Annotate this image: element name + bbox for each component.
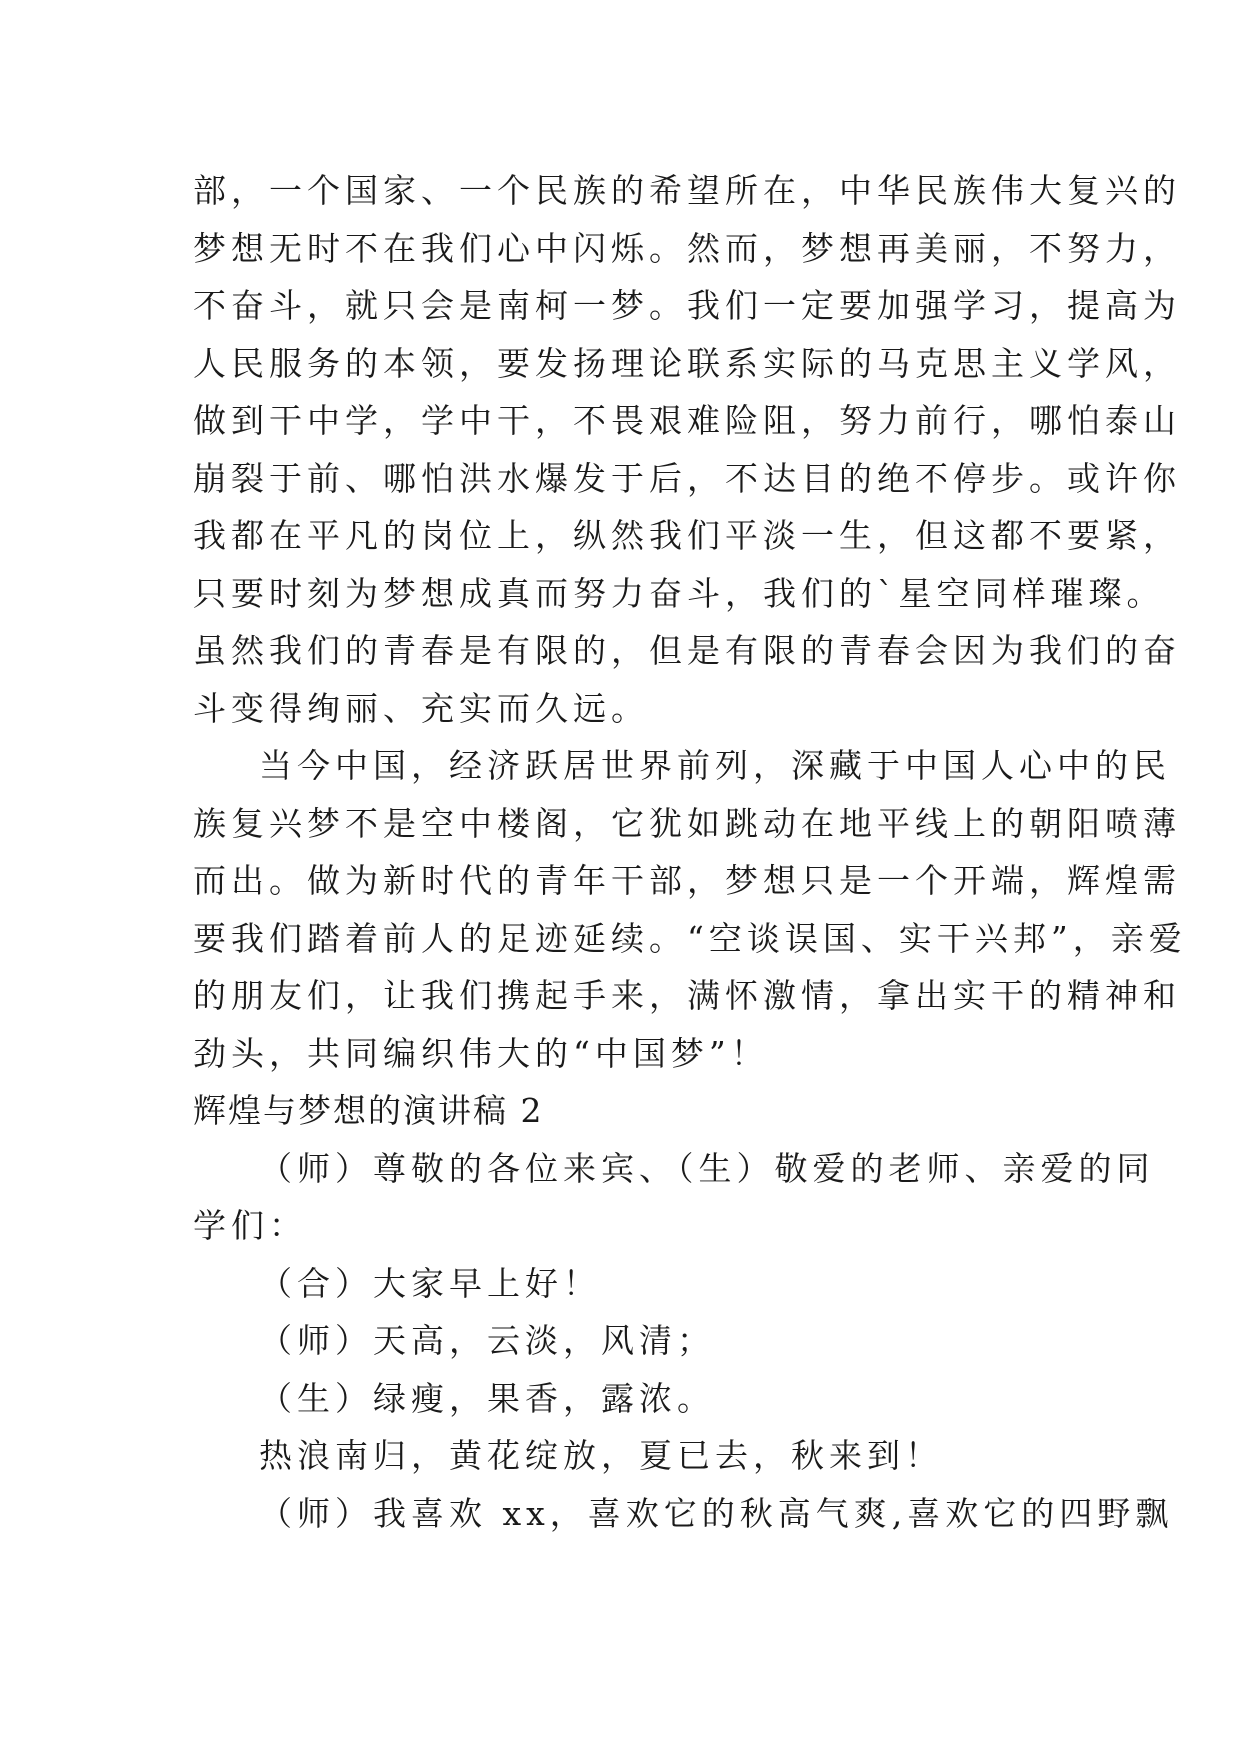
paragraph-line: 不奋斗，就只会是南柯一梦。我们一定要加强学习，提高为 [193,286,1181,325]
paragraph-line: （师）我喜欢 xx，喜欢它的秋高气爽,喜欢它的四野飘 [259,1493,1174,1533]
paragraph-line: 部，一个国家、一个民族的希望所在，中华民族伟大复兴的 [193,171,1181,210]
document-body [193,162,1187,1542]
paragraph-line: 劲头，共同编织伟大的“中国梦”！ [193,1033,769,1073]
paragraph-line: （合）大家早上好！ [259,1263,601,1303]
paragraph-line: 热浪南归，黄花绽放，夏已去，秋来到！ [259,1436,943,1475]
paragraph-line: 而出。做为新时代的青年干部，梦想只是一个开端，辉煌需 [193,861,1181,900]
paragraph-line: 做到干中学，学中干，不畏艰难险阻，努力前行，哪怕泰山 [193,401,1181,440]
paragraph-line: 的朋友们，让我们携起手来，满怀激情，拿出实干的精神和 [193,976,1181,1015]
paragraph-line: （师）尊敬的各位来宾、（生）敬爱的老师、亲爱的同 [259,1148,1155,1188]
paragraph-line: 虽然我们的青春是有限的，但是有限的青春会因为我们的奋 [193,631,1181,670]
paragraph-line: 崩裂于前、哪怕洪水爆发于后，不达目的绝不停步。或许你 [193,458,1181,498]
paragraph-line: （生）绿瘦，果香，露浓。 [259,1378,715,1418]
paragraph-line: 族复兴梦不是空中楼阁，它犹如跳动在地平线上的朝阳喷薄 [193,803,1181,843]
paragraph-line: 学们： [193,1206,307,1245]
paragraph-line: 人民服务的本领，要发扬理论联系实际的马克思主义学风， [193,343,1181,383]
paragraph-line: 我都在平凡的岗位上，纵然我们平淡一生，但这都不要紧， [193,516,1181,555]
paragraph-line: 梦想无时不在我们心中闪烁。然而，梦想再美丽，不努力， [193,228,1181,268]
paragraph-line: 当今中国，经济跃居世界前列，深藏于中国人心中的民 [259,746,1171,785]
section-heading: 辉煌与梦想的演讲稿 2 [193,1091,544,1130]
paragraph-line: 要我们踏着前人的足迹延续。“空谈误国、实干兴邦”，亲爱 [193,918,1187,958]
paragraph-line: 只要时刻为梦想成真而努力奋斗，我们的`星空同样璀璨。 [193,573,1165,613]
paragraph-line: 斗变得绚丽、充实而久远。 [193,688,649,728]
paragraph-line: （师）天高，云淡，风清； [259,1321,715,1360]
